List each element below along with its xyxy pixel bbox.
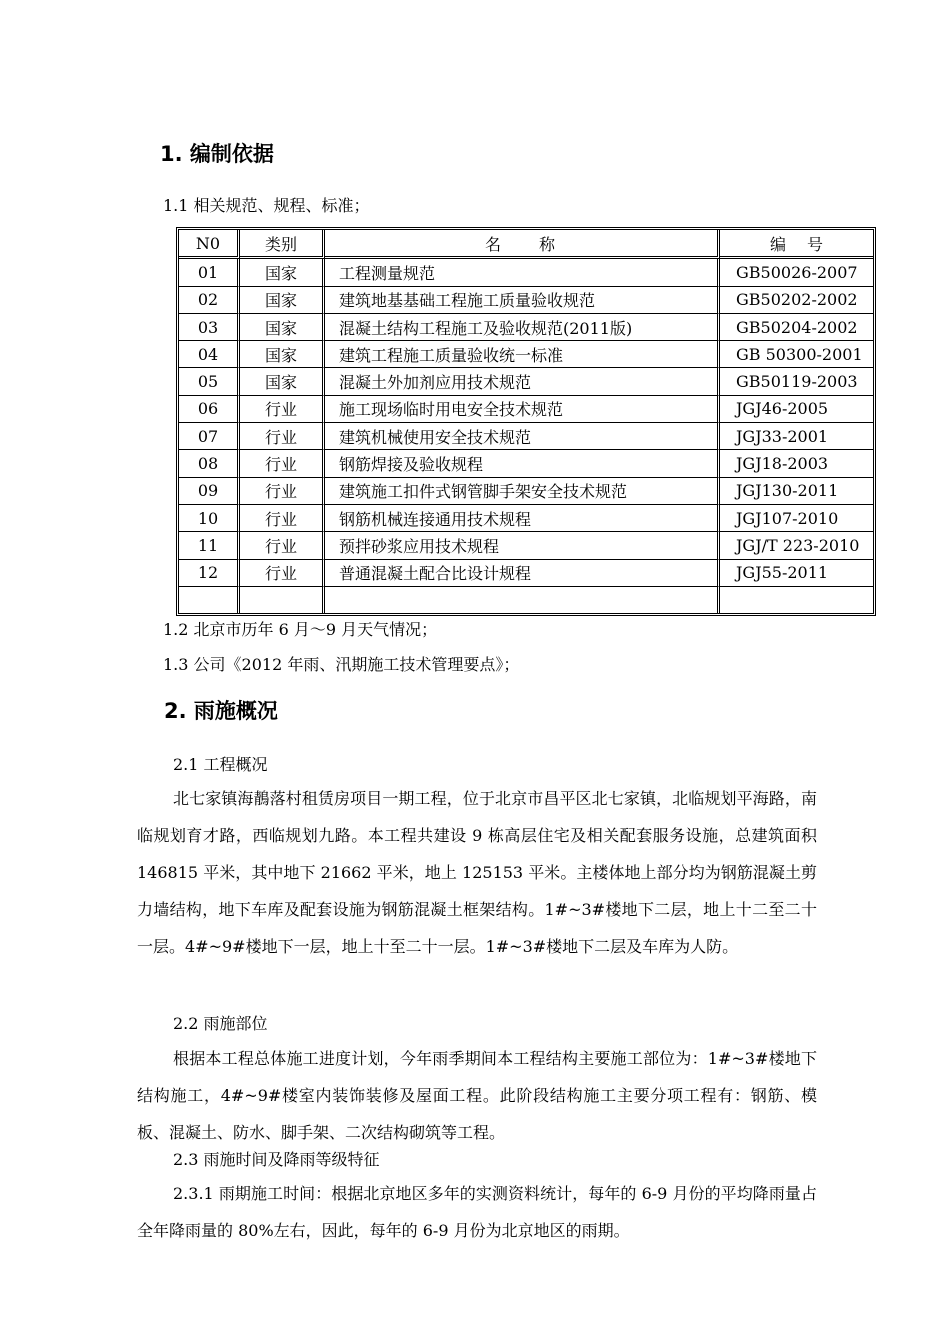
table-row xyxy=(179,423,873,450)
row-code: GB50026-2007 xyxy=(720,259,873,286)
row-code: JGJ33-2001 xyxy=(720,423,873,450)
paragraph-2-1 xyxy=(137,780,817,965)
subsection-2-1-title: 2.1 工程概况 xyxy=(173,755,268,774)
row-code: GB 50300-2001 xyxy=(720,341,873,368)
subsection-2-3-title: 2.3 雨施时间及降雨等级特征 xyxy=(173,1150,380,1169)
paragraph-2-3-1 xyxy=(137,1175,817,1249)
paragraph-2-2 xyxy=(137,1040,817,1151)
row-no: 10 xyxy=(179,505,240,532)
section-1-heading: 1. 编制依据 xyxy=(160,142,274,166)
row-no: 06 xyxy=(179,396,240,423)
table-header-row xyxy=(179,230,873,259)
table-row xyxy=(179,450,873,477)
row-code: JGJ107-2010 xyxy=(720,505,873,532)
paragraph-2-1-text: 北七家镇海鶄落村租赁房项目一期工程，位于北京市昌平区北七家镇，北临规划平海路，南临规划育才路，西临规划九路。本工程共建设 9 栋高层住宅及相关配套服务设施，总建筑面积 146815 平米，其中地下 21662 平米，地上 125153 平米。主楼体地上部分均为钢筋混凝土剪力墙结构，地下车库及配套设施为钢筋混凝土框架结构。1#~3#楼地下二层，地上十二至二十一层。4#~9#楼地下一层，地上十至二十一层。1#~3#楼地下二层及车库为人防。 xyxy=(137,789,817,956)
row-name: 预拌砂浆应用技术规程 xyxy=(325,532,720,559)
table-row xyxy=(179,478,873,505)
row-code: JGJ55-2011 xyxy=(720,560,873,587)
subsection-1-3: 1.3 公司《2012 年雨、汛期施工技术管理要点》； xyxy=(163,655,520,674)
table-row xyxy=(179,341,873,368)
subsection-1-2: 1.2 北京市历年 6 月～9 月天气情况； xyxy=(163,620,438,639)
paragraph-2-3-1-text: 2.3.1 雨期施工时间：根据北京地区多年的实测资料统计，每年的 6-9 月份的平均降雨量占全年降雨量的 80%左右，因此，每年的 6-9 月份为北京地区的雨期。 xyxy=(137,1184,817,1240)
row-no: 01 xyxy=(179,259,240,286)
row-category: 行业 xyxy=(240,478,325,505)
row-code: JGJ46-2005 xyxy=(720,396,873,423)
row-category: 国家 xyxy=(240,287,325,314)
row-category: 行业 xyxy=(240,532,325,559)
row-no: 03 xyxy=(179,314,240,341)
row-category: 国家 xyxy=(240,314,325,341)
row-no: 12 xyxy=(179,560,240,587)
row-category: 国家 xyxy=(240,368,325,395)
row-no: 11 xyxy=(179,532,240,559)
table-row xyxy=(179,505,873,532)
header-name: 名 称 xyxy=(325,230,720,259)
row-code: JGJ/T 223-2010 xyxy=(720,532,873,559)
standards-table xyxy=(176,227,876,616)
row-name: 建筑施工扣件式钢管脚手架安全技术规范 xyxy=(325,478,720,505)
row-name: 钢筋机械连接通用技术规程 xyxy=(325,505,720,532)
section-2-heading: 2. 雨施概况 xyxy=(164,699,278,723)
table-row xyxy=(179,368,873,395)
row-category: 国家 xyxy=(240,259,325,286)
row-no: 05 xyxy=(179,368,240,395)
table-row xyxy=(179,560,873,587)
row-category: 行业 xyxy=(240,450,325,477)
table-row xyxy=(179,532,873,559)
table-row xyxy=(179,287,873,314)
paragraph-2-2-text: 根据本工程总体施工进度计划，今年雨季期间本工程结构主要施工部位为：1#~3#楼地下结构施工，4#~9#楼室内装饰装修及屋面工程。此阶段结构施工主要分项工程有：钢筋、模板、混凝土、防水、脚手架、二次结构砌筑等工程。 xyxy=(137,1049,817,1142)
table-row xyxy=(179,314,873,341)
row-name: 混凝土外加剂应用技术规范 xyxy=(325,368,720,395)
row-no: 07 xyxy=(179,423,240,450)
header-category: 类别 xyxy=(240,230,325,259)
header-code: 编 号 xyxy=(720,230,873,259)
row-name: 建筑地基基础工程施工质量验收规范 xyxy=(325,287,720,314)
row-name: 工程测量规范 xyxy=(325,259,720,286)
row-category: 行业 xyxy=(240,560,325,587)
row-name: 钢筋焊接及验收规程 xyxy=(325,450,720,477)
row-category xyxy=(240,587,325,613)
row-name: 建筑工程施工质量验收统一标准 xyxy=(325,341,720,368)
row-no: 04 xyxy=(179,341,240,368)
table-row xyxy=(179,587,873,613)
row-code: JGJ130-2011 xyxy=(720,478,873,505)
row-code: GB50202-2002 xyxy=(720,287,873,314)
row-no: 09 xyxy=(179,478,240,505)
row-no: 02 xyxy=(179,287,240,314)
row-code xyxy=(720,587,873,613)
row-category: 行业 xyxy=(240,396,325,423)
row-name: 普通混凝土配合比设计规程 xyxy=(325,560,720,587)
row-no: 08 xyxy=(179,450,240,477)
row-name: 建筑机械使用安全技术规范 xyxy=(325,423,720,450)
row-name xyxy=(325,587,720,613)
subsection-1-1: 1.1 相关规范、规程、标准； xyxy=(163,196,370,215)
row-category: 国家 xyxy=(240,341,325,368)
row-category: 行业 xyxy=(240,423,325,450)
table-row xyxy=(179,396,873,423)
row-code: GB50119-2003 xyxy=(720,368,873,395)
row-name: 混凝土结构工程施工及验收规范(2011版) xyxy=(325,314,720,341)
row-name: 施工现场临时用电安全技术规范 xyxy=(325,396,720,423)
row-code: JGJ18-2003 xyxy=(720,450,873,477)
header-no: N0 xyxy=(179,230,240,259)
row-category: 行业 xyxy=(240,505,325,532)
subsection-2-2-title: 2.2 雨施部位 xyxy=(173,1014,268,1033)
row-no xyxy=(179,587,240,613)
table-row xyxy=(179,259,873,286)
row-code: GB50204-2002 xyxy=(720,314,873,341)
